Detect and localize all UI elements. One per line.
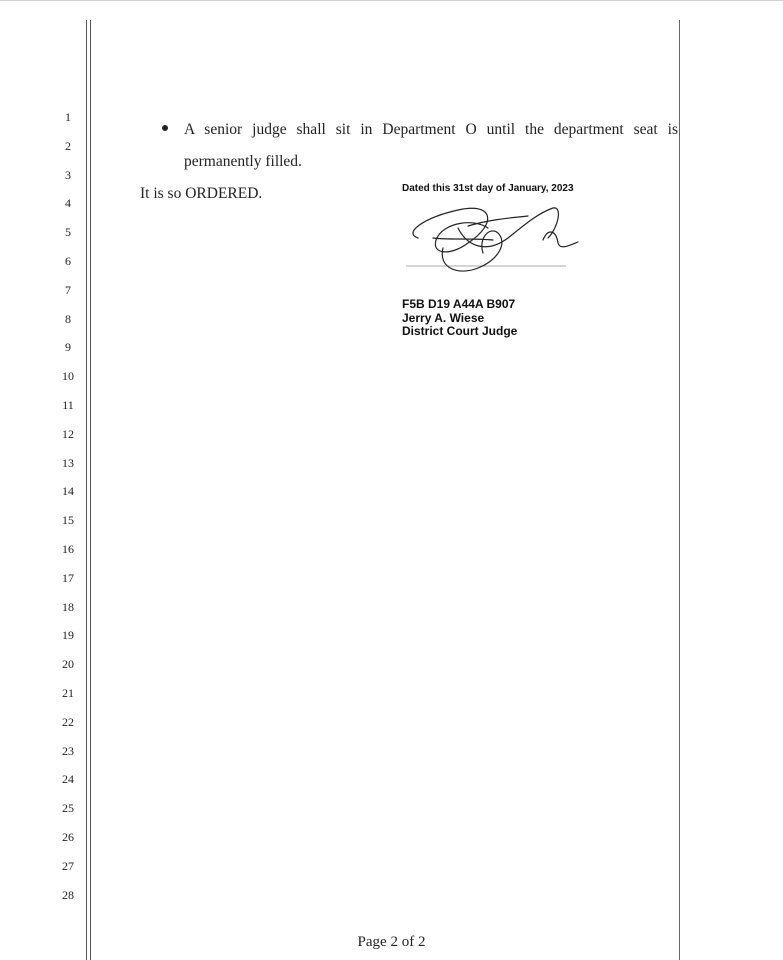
line-number: 8 <box>65 311 71 326</box>
left-margin-rule-outer <box>86 20 87 960</box>
line-number: 19 <box>62 628 74 643</box>
line-number: 15 <box>62 513 74 528</box>
line-number: 4 <box>65 196 71 211</box>
bullet-text-line-1 <box>184 121 678 139</box>
line-number: 6 <box>65 254 71 268</box>
bullet-text-line-2: permanently filled. <box>184 153 302 170</box>
line-number: 10 <box>62 369 74 384</box>
line-number: 21 <box>62 686 74 700</box>
judge-name: Jerry A. Wiese <box>402 310 485 325</box>
line-number: 2 <box>65 138 71 153</box>
line-number: 25 <box>62 801 74 816</box>
line-number: 17 <box>62 570 74 585</box>
signature-code: F5B D19 A44A B907 <box>402 297 516 311</box>
bullet-text-content: A senior judge shall sit in Department O until the department seat is <box>184 121 678 138</box>
line-number: 9 <box>65 340 71 355</box>
line-number: 22 <box>62 714 74 729</box>
dated-line: Dated this 31st day of January, 2023 <box>402 183 574 194</box>
right-margin-rule <box>679 20 680 960</box>
bullet-icon <box>162 125 168 131</box>
judge-signature-image <box>398 198 588 278</box>
signature-block <box>402 298 517 339</box>
line-number: 1 <box>65 110 71 124</box>
line-number: 7 <box>65 282 71 297</box>
line-number: 12 <box>62 426 74 441</box>
line-number: 27 <box>62 858 74 873</box>
line-number: 24 <box>62 772 74 787</box>
line-number: 23 <box>62 743 74 758</box>
line-number: 14 <box>62 484 74 499</box>
line-number: 20 <box>62 657 74 672</box>
line-number: 26 <box>62 830 74 844</box>
page-footer: Page 2 of 2 <box>357 934 426 950</box>
ordered-statement: It is so ORDERED. <box>140 185 263 202</box>
line-number: 28 <box>62 887 74 902</box>
top-border <box>0 0 783 1</box>
line-number: 3 <box>65 167 71 182</box>
line-number: 16 <box>62 542 74 556</box>
line-number: 5 <box>65 225 71 240</box>
line-number: 11 <box>62 398 74 412</box>
line-number: 13 <box>62 455 74 470</box>
judge-title: District Court Judge <box>402 324 518 338</box>
line-number: 18 <box>62 599 74 614</box>
left-margin-rule-inner <box>90 20 91 960</box>
